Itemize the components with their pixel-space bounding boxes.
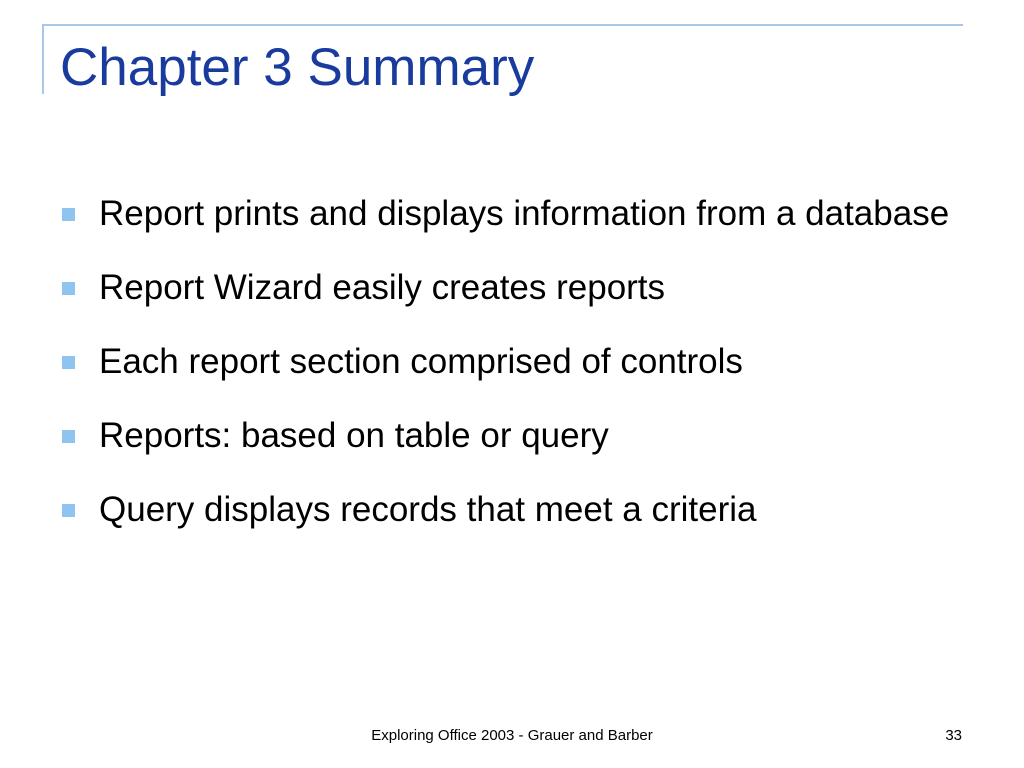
- square-bullet-icon: [62, 356, 75, 369]
- frame-line-top: [42, 24, 963, 26]
- bullet-text: Report Wizard easily creates reports: [99, 268, 666, 307]
- bullet-item: [60, 264, 960, 312]
- bullet-list: [60, 190, 960, 560]
- bullet-item: [60, 338, 960, 386]
- square-bullet-icon: [62, 504, 75, 517]
- square-bullet-icon: [62, 430, 75, 443]
- bullet-text: Report prints and displays information from a database: [99, 194, 950, 233]
- bullet-item: [60, 190, 960, 238]
- bullet-item: [60, 486, 960, 534]
- bullet-item: [60, 412, 960, 460]
- bullet-text: Query displays records that meet a criteria: [99, 490, 757, 529]
- frame-line-left: [42, 24, 44, 94]
- bullet-text: Reports: based on table or query: [99, 416, 609, 455]
- slide-title: Chapter 3 Summary: [60, 38, 535, 97]
- bullet-text: Each report section comprised of controls: [99, 342, 743, 381]
- square-bullet-icon: [62, 282, 75, 295]
- square-bullet-icon: [62, 208, 75, 221]
- page-number: 33: [945, 727, 962, 744]
- slide-footer: Exploring Office 2003 - Grauer and Barber: [371, 727, 653, 744]
